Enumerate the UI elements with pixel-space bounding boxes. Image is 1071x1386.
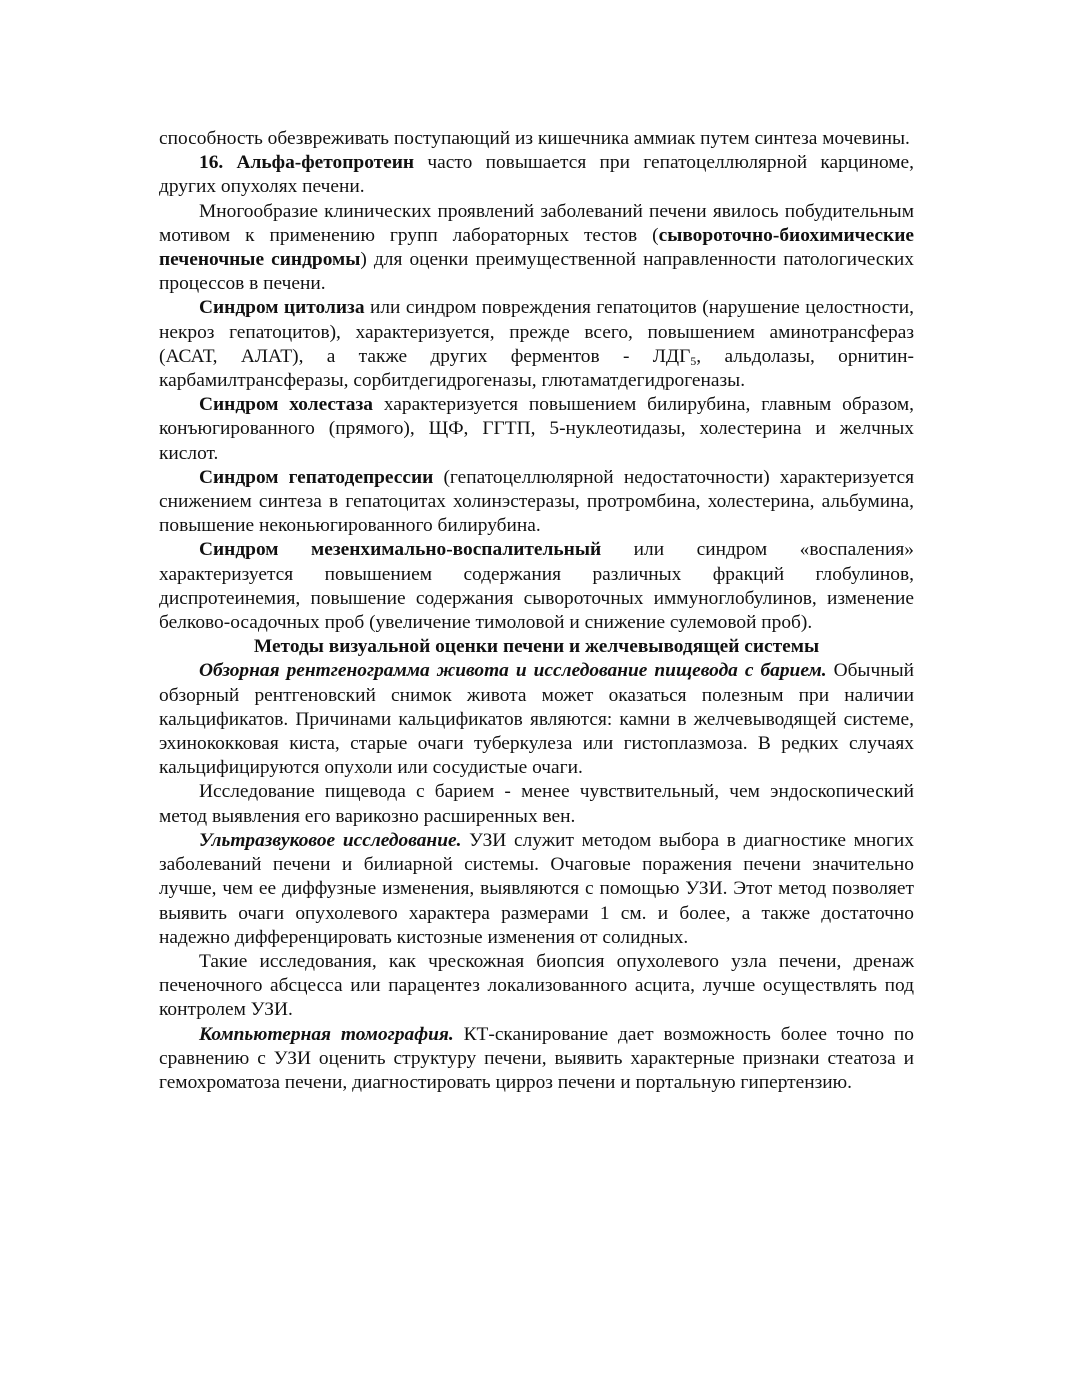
paragraph-intro: способность обезвреживать поступающий из кишечника аммиак путем синтеза мочевины. bbox=[159, 128, 910, 149]
paragraph-hepatodepression bbox=[159, 466, 914, 539]
paragraph-esophagus: Исследование пищевода с барием - менее чувствительный, чем эндоскопический метод выявления его варикозно расширенных вен. bbox=[159, 781, 914, 827]
section-heading-methods: Методы визуальной оценки печени и желчевыводящей системы bbox=[253, 636, 820, 658]
paragraph-alpha-fetoprotein bbox=[159, 151, 914, 199]
afp-text: часто повышается при гепатоцеллюлярной карциноме, других опухолях печени. bbox=[159, 152, 914, 198]
hepatodepression-term: Синдром гепатодепрессии bbox=[199, 466, 434, 488]
cholestasis-text: характеризуется повышением билирубина, главным образом, конъюгированного (прямого), ЩФ, ГГТП, 5-нуклеотидазы, холестерина и желчных кислот. bbox=[159, 394, 914, 464]
xray-text: Обычный обзорный рентгеновский снимок живота может оказаться полезным при наличии кальцификатов. Причинами кальцификатов являются: камни в желчевыводящей системе, эхинококковая киста, старые очаги туберкулеза или гистоплазмоза. В редких случаях кальцифицируются опухоли или сосудистые очаги. bbox=[159, 660, 914, 779]
afp-term: 16. Альфа-фетопротеин bbox=[199, 152, 415, 174]
ultrasound-term: Ультразвуковое исследование. bbox=[199, 829, 462, 851]
ct-term: Компьютерная томография. bbox=[199, 1023, 454, 1045]
cholestasis-term: Синдром холестаза bbox=[199, 394, 373, 416]
paragraph-cholestasis bbox=[159, 393, 914, 466]
diversity-text-after: ) для оценки преимущественной направленности патологических процессов в печени. bbox=[159, 249, 914, 295]
xray-term: Обзорная рентгенограмма живота и исследование пищевода с барием. bbox=[199, 660, 827, 682]
cytolysis-term: Синдром цитолиза bbox=[199, 297, 365, 319]
ultrasound-text: УЗИ служит методом выбора в диагностике многих заболеваний печени и билиарной системы. Очаговые поражения печени значительно лучше, чем ее диффузные изменения, выявляются с помощью УЗИ. Этот метод позволяет выявить очаги опухолевого характера размерами 1 см. и более, а также достаточно надежно дифференцировать кистозные изменения от солидных. bbox=[159, 829, 914, 948]
syndromes-term: сывороточно-биохимические печеночные синдромы bbox=[159, 224, 914, 271]
diversity-text-before: Многообразие клинических проявлений заболеваний печени явилось побудительным мотивом к применению групп лабораторных тестов ( bbox=[159, 200, 914, 246]
document-page bbox=[159, 127, 914, 1095]
ct-text: КТ-сканирование дает возможность более точно по сравнению с УЗИ оценить структуру печени, выявить характерные признаки стеатоза и гемохроматоза печени, диагностировать цирроз печени и портальную гипертензию. bbox=[159, 1023, 914, 1093]
mesenchymal-text: или синдром «воспаления» характеризуется повышением содержания различных фракций глобулинов, диспротеинемия, повышение содержания сывороточных иммуноглобулинов, изменение белково-осадочных проб (увеличение тимоловой и снижение сулемовой проб). bbox=[159, 539, 914, 634]
paragraph-biopsy: Такие исследования, как чрескожная биопсия опухолевого узла печени, дренаж печеночного абсцесса или парацентез локализованного асцита, лучше осуществлять под контролем УЗИ. bbox=[159, 950, 914, 1021]
ldh-subscript: 5 bbox=[690, 353, 697, 368]
cytolysis-text-end: , альдолазы, орнитин-карбамилтрансферазы, сорбитдегидрогеназы, глютаматдегидрогеназы. bbox=[159, 345, 914, 392]
paragraph-ultrasound bbox=[159, 829, 914, 950]
paragraph-cytolysis bbox=[159, 296, 914, 393]
paragraph-ct bbox=[159, 1023, 914, 1096]
mesenchymal-term: Синдром мезенхимально-воспалительный bbox=[199, 539, 602, 561]
cytolysis-text: или синдром повреждения гепатоцитов (нарушение целостности, некроз гепатоцитов), характеризуется, прежде всего, повышением аминотрансфераз (АСАТ, АЛАТ), а также других ферментов - ЛДГ bbox=[159, 297, 914, 367]
paragraph-syndromes-intro bbox=[159, 200, 914, 297]
paragraph-xray bbox=[159, 659, 914, 780]
hepatodepression-text: (гепатоцеллюлярной недостаточности) характеризуется снижением синтеза в гепатоцитах холинэстеразы, протромбина, холестерина, альбумина, повышение неконьюгированного билирубина. bbox=[159, 466, 914, 537]
paragraph-mesenchymal bbox=[159, 538, 914, 635]
